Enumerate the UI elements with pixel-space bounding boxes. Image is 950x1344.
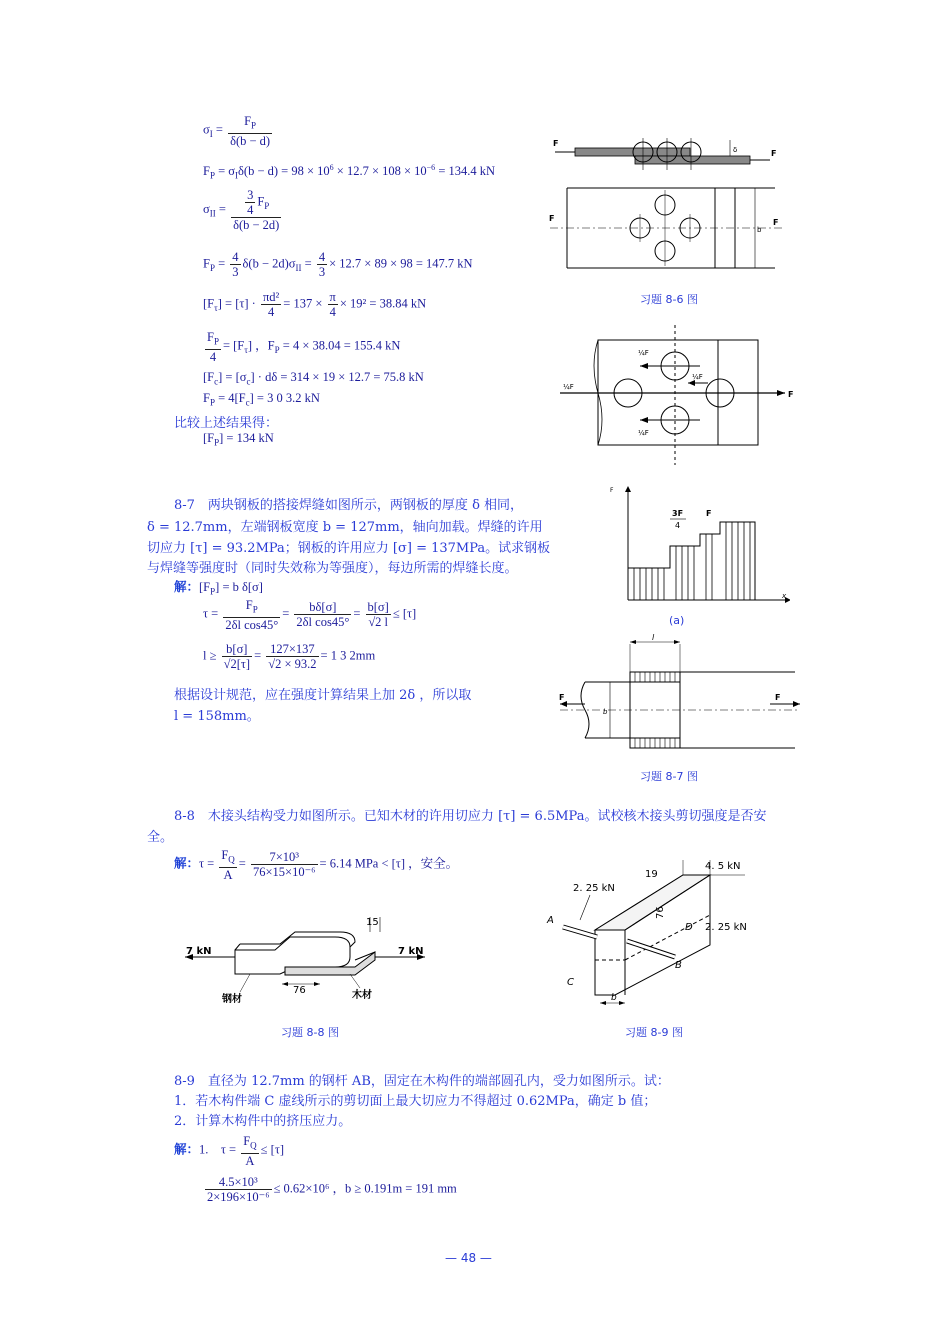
svg-text:F: F <box>549 214 555 223</box>
svg-text:b: b <box>611 993 617 1003</box>
svg-text:7 kN: 7 kN <box>398 946 424 957</box>
svg-text:木材: 木材 <box>352 990 372 1001</box>
svg-text:¼F: ¼F <box>563 383 574 391</box>
eq-sigma1: $\sigma_I$ = $\frac{F_P}{\delta(b - d)}$ <box>203 114 271 148</box>
figure-8-8-wood-joint <box>180 912 430 1012</box>
eq-fp1: $F_P = \sigma_I\delta(b - d) = 98 \times 10^6 \times 12.7 \times 108 \times 10^{-6} = 134.4$ kN <box>203 163 496 181</box>
caption-8-6: 习题 8-6 图 <box>640 293 698 306</box>
p89-line2: 1．若木构件端 C 虚线所示的剪切面上最大切应力不得超过 0.62MPa，确定 b 值； <box>174 1094 657 1109</box>
figure-8-9-wood-member <box>535 855 765 1015</box>
svg-text:¼F: ¼F <box>638 349 649 357</box>
figure-8-7a-axial-force <box>610 480 790 630</box>
svg-text:4: 4 <box>675 521 681 530</box>
p88-line1: 8-8 木接头结构受力如图所示。已知木材的许用切应力 [τ] = 6.5MPa。试校核木接头剪切强度是否安 <box>174 809 767 824</box>
svg-text:7 kN: 7 kN <box>186 946 212 957</box>
svg-text:F: F <box>773 218 779 227</box>
p87-sol2: τ = $\frac{F_P}{\text{2δl cos45°}}$ = $\frac{b\delta[\sigma]}{\text{2δl cos45°}}$ = $\frac{b[\sigma]}{√2 l}$ ≤ [τ] <box>203 598 417 632</box>
eq-sigma2: $\sigma_{II}$ = $\frac{3}{4}$ $F_P$ δ(b − 2d) <box>203 188 280 232</box>
svg-text:76: 76 <box>293 985 306 996</box>
svg-text:C: C <box>567 977 574 988</box>
p87-line4: 与焊缝等强度时（同时失效称为等强度），每边所需的焊缝长度。 <box>147 561 518 576</box>
svg-text:δ: δ <box>733 146 738 154</box>
svg-text:B: B <box>675 960 682 971</box>
svg-text:F: F <box>775 693 781 702</box>
p89-line3: 2．计算木构件中的挤压应力。 <box>174 1114 352 1129</box>
page-number: — 48 — <box>445 1251 492 1265</box>
svg-text:b: b <box>757 226 762 234</box>
solution-label: 解： <box>174 856 200 871</box>
svg-text:19: 19 <box>645 869 658 880</box>
svg-text:b: b <box>603 708 608 716</box>
p87-line3: 切应力 [τ] = 93.2MPa；钢板的许用应力 [σ] = 137MPa。试求钢板 <box>147 541 551 556</box>
svg-text:F: F <box>610 487 614 494</box>
p88-line2: 全。 <box>147 830 174 845</box>
p87-rule1: 根据设计规范，应在强度计算结果上加 2δ ，所以取 <box>174 688 472 703</box>
svg-text:D: D <box>685 922 693 933</box>
svg-text:2. 25 kN: 2. 25 kN <box>573 883 615 894</box>
svg-text:F: F <box>553 139 559 148</box>
p87-line1: 8-7 两块钢板的搭接焊缝如图所示，两钢板的厚度 δ 相同， <box>174 498 524 513</box>
caption-8-7a: (a) <box>669 614 685 627</box>
solution-label: 解： <box>174 1142 200 1157</box>
svg-text:¼F: ¼F <box>638 429 649 437</box>
p89-line1: 8-9 直径为 12.7mm 的钢杆 AB，固定在木构件的端部圆孔内，受力如图所示。试： <box>174 1074 670 1089</box>
svg-text:l: l <box>652 633 655 642</box>
svg-text:4. 5 kN: 4. 5 kN <box>705 861 741 872</box>
svg-text:2. 25 kN: 2. 25 kN <box>705 922 747 933</box>
p87-rule2: l = 158mm。 <box>174 709 260 724</box>
caption-8-9: 习题 8-9 图 <box>625 1026 683 1039</box>
final-result: $[F_P] = 134$ kN <box>203 431 274 448</box>
p88-sol: 解：τ = $\frac{F_Q}{A}$ = $\frac{\text{7×10³}}{\text{76×15×10⁻⁶}}$ = 6.14 MPa < [τ] ，安全。 <box>174 848 459 882</box>
svg-text:A: A <box>547 915 554 926</box>
p87-sol1: 解：$[F_P] = b$ δ[σ] <box>174 580 263 597</box>
svg-text:¼F: ¼F <box>692 373 703 381</box>
eq-fp2: $F_P$ = $\frac{4}{3}$ $\delta(b - 2d)\sigma_{II}$ = $\frac{4}{3}$ × 12.7 × 89 × 98 = 147.7 kN <box>203 250 473 279</box>
svg-text:钢材: 钢材 <box>222 994 242 1005</box>
solution-label: 解： <box>174 580 200 594</box>
eq-fp4: $F_P = 4[F_c] = 3$ 0 3.2 kN <box>203 391 320 408</box>
p89-sol1: 解：1. τ = $\frac{F_Q}{A}$ ≤ [τ] <box>174 1134 285 1168</box>
caption-8-7: 习题 8-7 图 <box>640 770 698 783</box>
p87-line2: δ = 12.7mm，左端钢板宽度 b = 127mm，轴向加载。焊缝的许用 <box>147 520 543 535</box>
eq-fp3: $\frac{F_P}{4}$ = $[F_\tau]$ ，$F_P = 4 \times 38.04 = 155.4$ kN <box>207 330 401 364</box>
p87-sol3: l ≥ $\frac{b[\sigma]}{√2[\tau]}$ = $\frac{127\times 137}{√2 \times 93.2}$ = 1 3 2mm <box>203 642 376 671</box>
compare-text: 比较上述结果得： <box>174 416 279 431</box>
svg-text:x: x <box>782 592 787 600</box>
figure-8-7-weld <box>555 630 805 760</box>
eq-fc: $[F_c] = [\sigma_c] \cdot d\delta = 314 \times 19 \times 12.7 = 75.8$ kN <box>203 370 424 387</box>
figure-8-6-forces <box>560 325 800 465</box>
svg-text:F: F <box>706 509 712 518</box>
figure-8-6-plates <box>545 128 805 278</box>
svg-text:F: F <box>771 149 777 158</box>
p89-sol2: $\frac{\text{4.5×10³}}{\text{2×196×10⁻⁶}}$ ≤ 0.62×10⁶ ，b ≥ 0.191m = 191 mm <box>207 1175 457 1204</box>
svg-text:3F: 3F <box>672 509 684 518</box>
svg-text:15: 15 <box>366 917 379 928</box>
svg-text:F: F <box>559 693 565 702</box>
caption-8-8: 习题 8-8 图 <box>281 1026 339 1039</box>
svg-text:F: F <box>788 390 794 399</box>
svg-text:76: 76 <box>655 906 666 919</box>
eq-ftau: $[F_\tau] = [\tau]$ · $\frac{\text{πd²}}{4}$ = 137 × $\frac{\pi}{4}$ × 19² = 38.84 kN <box>203 290 427 319</box>
